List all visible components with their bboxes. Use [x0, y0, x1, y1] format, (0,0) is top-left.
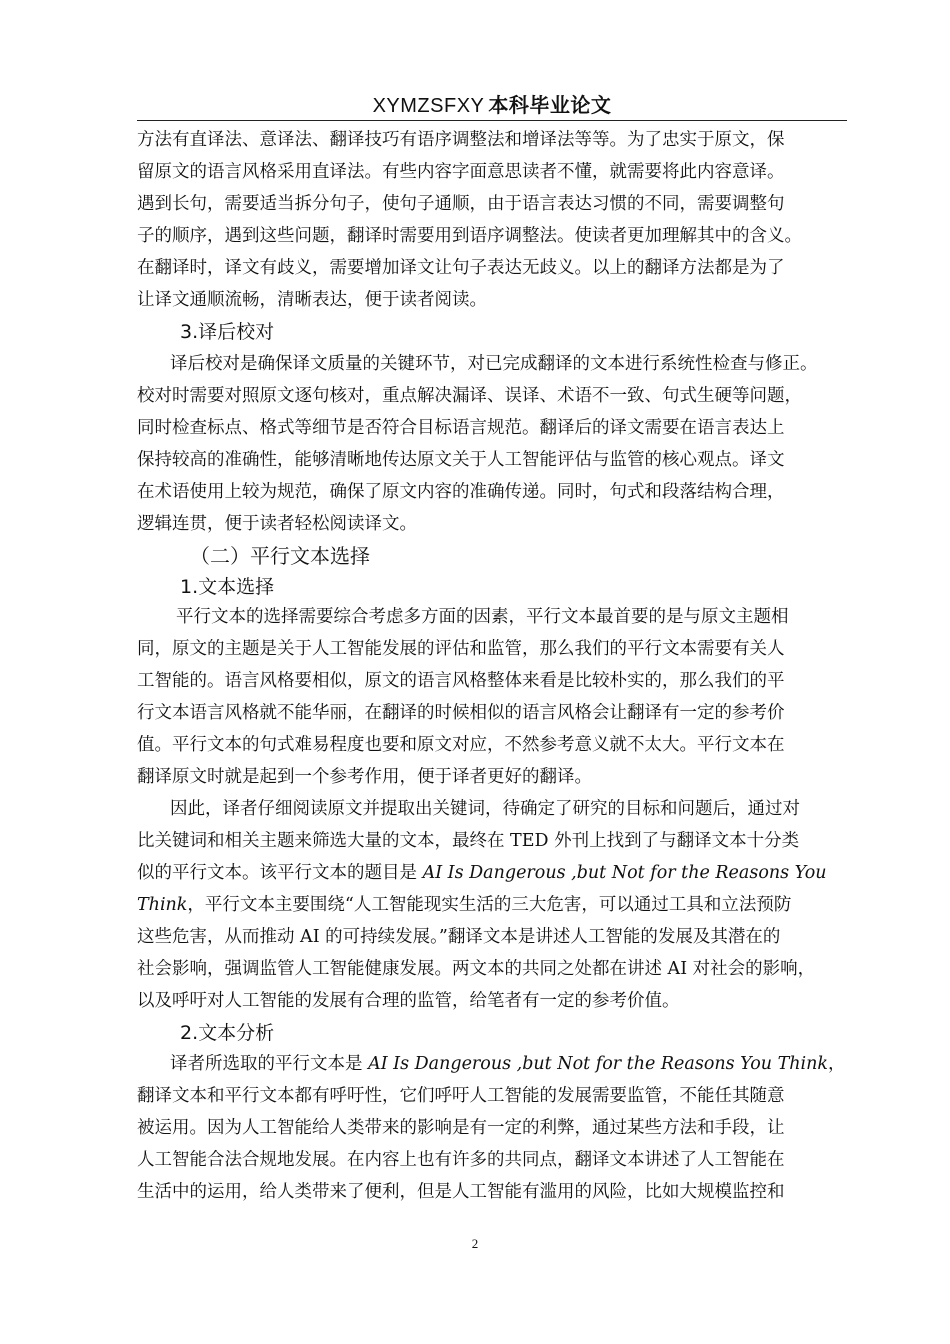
page-header — [137, 92, 847, 119]
body-line: 行文本语言风格就不能华丽，在翻译的时候相似的语言风格会让翻译有一定的参考价 — [137, 703, 785, 723]
body-line: 人工智能合法合规地发展。在内容上也有许多的共同点，翻译文本讲述了人工智能在 — [137, 1150, 785, 1170]
body-line: 在翻译时，译文有歧义，需要增加译文让句子表达无歧义。以上的翻译方法都是为了 — [137, 258, 785, 278]
body-line: 生活中的运用，给人类带来了便利，但是人工智能有滥用的风险，比如大规模监控和 — [137, 1182, 785, 1202]
body-line: 社会影响，强调监管人工智能健康发展。两文本的共同之处都在讲述 AI 对社会的影响， — [137, 959, 816, 979]
body-line — [137, 889, 791, 921]
header-school-code: XYMZSFXY — [372, 95, 485, 117]
body-line — [170, 1048, 846, 1080]
subheading-text-analysis: 2.文本分析 — [180, 1022, 275, 1044]
body-text: ，平行文本主要围绕“人工智能现实生活的三大危害，可以通过工具和立法预防 — [187, 895, 792, 915]
body-line: 这些危害，从而推动 AI 的可持续发展。”翻译文本是讲述人工智能的发展及其潜在的 — [137, 927, 781, 947]
italic-title: Think — [137, 895, 188, 915]
body-line: 让译文通顺流畅，清晰表达，便于读者阅读。 — [137, 290, 487, 310]
body-line: 逻辑连贯，便于读者轻松阅读译文。 — [137, 514, 417, 534]
body-line: 同时检查标点、格式等细节是否符合目标语言规范。翻译后的译文需要在语言表达上 — [137, 418, 785, 438]
section-heading-parallel-text: （二）平行文本选择 — [190, 544, 370, 568]
body-text: 译者所选取的平行文本是 — [170, 1054, 369, 1074]
italic-title: AI Is Dangerous ,but Not for the Reasons You — [422, 863, 827, 883]
body-line: 同，原文的主题是关于人工智能发展的评估和监管，那么我们的平行文本需要有关人 — [137, 639, 785, 659]
body-line: 翻译原文时就是起到一个参考作用，便于译者更好的翻译。 — [137, 767, 592, 787]
body-line: 值。平行文本的句式难易程度也要和原文对应，不然参考意义就不太大。平行文本在 — [137, 735, 785, 755]
body-line: 方法有直译法、意译法、翻译技巧有语序调整法和增译法等等。为了忠实于原文，保 — [137, 130, 785, 150]
body-text: 似的平行文本。该平行文本的题目是 — [137, 863, 423, 883]
subheading-text-selection: 1.文本选择 — [180, 576, 275, 598]
body-line: 保持较高的准确性，能够清晰地传达原文关于人工智能评估与监管的核心观点。译文 — [137, 450, 785, 470]
body-line: 在术语使用上较为规范，确保了原文内容的准确传递。同时，句式和段落结构合理， — [137, 482, 785, 502]
body-text: ， — [828, 1054, 846, 1074]
body-line — [137, 857, 827, 889]
body-line: 比关键词和相关主题来筛选大量的文本，最终在 TED 外刊上找到了与翻译文本十分类 — [137, 831, 800, 851]
header-divider — [137, 120, 847, 121]
body-line: 留原文的语言风格采用直译法。有些内容字面意思读者不懂，就需要将此内容意译。 — [137, 162, 785, 182]
body-line: 被运用。因为人工智能给人类带来的影响是有一定的利弊，通过某些方法和手段，让 — [137, 1118, 785, 1138]
body-line: 翻译文本和平行文本都有呼吁性，它们呼吁人工智能的发展需要监管，不能任其随意 — [137, 1086, 785, 1106]
body-line: 平行文本的选择需要综合考虑多方面的因素，平行文本最首要的是与原文主题相 — [176, 607, 789, 627]
body-line: 工智能的。语言风格要相似，原文的语言风格整体来看是比较朴实的，那么我们的平 — [137, 671, 785, 691]
page-number: 2 — [471, 1236, 479, 1251]
body-line: 校对时需要对照原文逐句核对，重点解决漏译、误译、术语不一致、句式生硬等问题， — [137, 386, 802, 406]
header-title: 本科毕业论文 — [488, 93, 612, 117]
body-line: 子的顺序，遇到这些问题，翻译时需要用到语序调整法。使读者更加理解其中的含义。 — [137, 226, 802, 246]
body-line: 以及呼吁对人工智能的发展有合理的监管，给笔者有一定的参考价值。 — [137, 991, 680, 1011]
italic-title: AI Is Dangerous ,but Not for the Reasons You Think — [368, 1054, 828, 1074]
subheading-proofreading: 3.译后校对 — [180, 321, 275, 343]
body-line: 因此，译者仔细阅读原文并提取出关键词，待确定了研究的目标和问题后，通过对 — [170, 799, 800, 819]
body-line: 译后校对是确保译文质量的关键环节，对已完成翻译的文本进行系统性检查与修正。 — [170, 354, 818, 374]
body-line: 遇到长句，需要适当拆分句子，使句子通顺，由于语言表达习惯的不同，需要调整句 — [137, 194, 785, 214]
